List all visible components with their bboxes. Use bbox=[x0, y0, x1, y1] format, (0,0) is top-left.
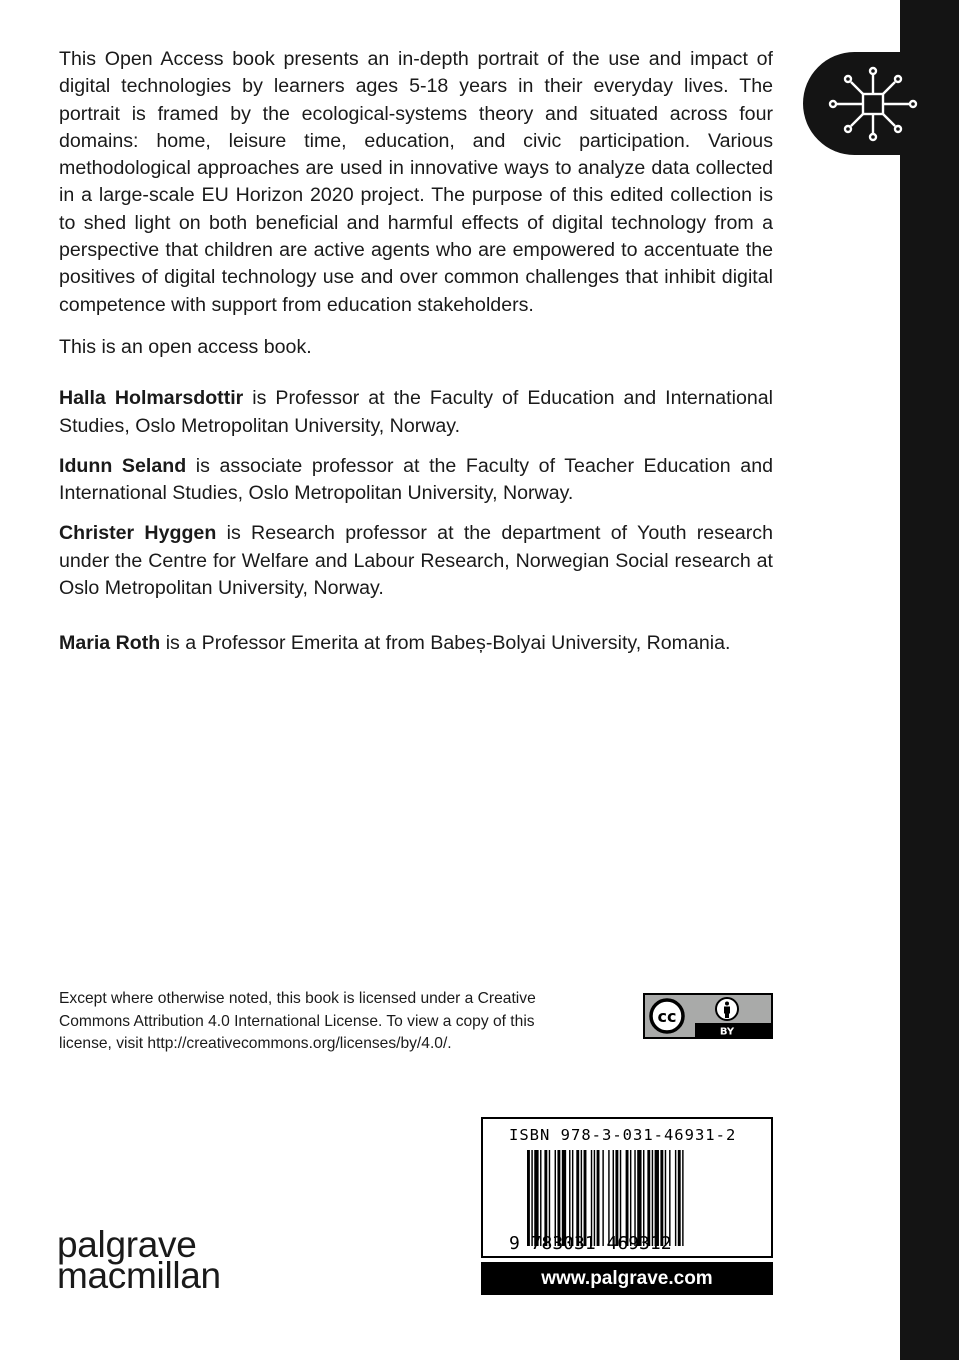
barcode-bar bbox=[655, 1150, 659, 1246]
barcode-bar bbox=[540, 1150, 541, 1246]
barcode-bar bbox=[555, 1150, 556, 1246]
barcode-bar bbox=[675, 1150, 676, 1246]
barcode-bar bbox=[626, 1150, 629, 1246]
barcode-bar bbox=[569, 1150, 570, 1246]
barcode-bar bbox=[562, 1150, 566, 1246]
author-bio bbox=[59, 520, 773, 602]
barcode-bar bbox=[584, 1150, 587, 1246]
barcode-bar bbox=[608, 1150, 609, 1246]
barcode-bar bbox=[630, 1150, 631, 1246]
publisher-name-line2: macmillan bbox=[57, 1255, 221, 1296]
palgrave-network-logo-icon bbox=[821, 66, 925, 142]
license-statement: Except where otherwise noted, this book is licensed under a Creative Commons Attribution 4.0 International License. To view a copy of this license, visit http://creativecommons.org/licenses/by/4.0/. bbox=[59, 990, 536, 1052]
barcode-bar bbox=[660, 1150, 663, 1246]
author-bio bbox=[59, 453, 773, 508]
barcode-bar bbox=[527, 1150, 530, 1246]
barcode-bar bbox=[634, 1150, 635, 1246]
publisher-website: www.palgrave.com bbox=[481, 1262, 773, 1295]
barcode-bar bbox=[581, 1150, 582, 1246]
barcode-bar bbox=[613, 1150, 614, 1246]
ean-digits: 9 783031 469312 bbox=[509, 1233, 672, 1254]
cc-by-icon bbox=[645, 995, 771, 1037]
author-bio-text: is Research professor at the department of Youth research under the Centre for Welfare and Labour Research, Norwegian Social research at Oslo Metropolitan University, Norway. bbox=[59, 522, 773, 600]
barcode-bar bbox=[637, 1150, 641, 1246]
author-bio-text: is associate professor at the Faculty of Teacher Education and International Studies, Oslo Metropolitan University, Norway. bbox=[59, 454, 773, 505]
open-access-note: This is an open access book. bbox=[59, 336, 312, 358]
barcode-bar bbox=[615, 1150, 618, 1246]
barcode-bar bbox=[665, 1150, 666, 1246]
barcode-bar bbox=[620, 1150, 621, 1246]
author-name: Maria Roth bbox=[59, 632, 161, 655]
barcode-bar bbox=[591, 1150, 592, 1246]
author-name: Idunn Seland bbox=[59, 454, 187, 477]
cc-label: cc bbox=[657, 1007, 677, 1026]
isbn-number: ISBN 978-3-031-46931-2 bbox=[509, 1126, 737, 1144]
barcode-bar bbox=[557, 1150, 560, 1246]
barcode-bar bbox=[549, 1150, 550, 1246]
book-abstract: This Open Access book presents an in-depth portrait of the use and impact of digital technologies by learners ages 5-18 years in their everyday lives. The portrait is framed by the ecological-systems theory and situated across four domains: home, leisure time, education, and civic participation. Various methodological approaches are used in innovative ways to analyze data collected in a large-scale EU Horizon 2020 project. The purpose of this edited collection is to shed light on both beneficial and harmful effects of digital technology from a perspective that children are active agents who are empowered to accentuate the positives of digital technology use and over common challenges that inhibit digital competence with support from education stakeholders. bbox=[59, 48, 773, 316]
barcode-bar bbox=[678, 1150, 681, 1246]
barcode-bar bbox=[643, 1150, 644, 1246]
barcode-bar bbox=[602, 1150, 603, 1246]
publisher-logo bbox=[57, 1224, 221, 1296]
barcode-bar bbox=[669, 1150, 670, 1246]
barcode-bar bbox=[682, 1150, 683, 1246]
barcode-bar bbox=[572, 1150, 573, 1246]
barcode-bar bbox=[544, 1150, 547, 1246]
author-name: Christer Hyggen bbox=[59, 522, 217, 545]
isbn-barcode bbox=[481, 1117, 773, 1258]
author-bio-text: is Professor at the Faculty of Education and International Studies, Oslo Metropolitan University, Norway. bbox=[59, 387, 773, 437]
by-label: BY bbox=[719, 1026, 735, 1037]
barcode-bar bbox=[597, 1150, 600, 1246]
author-bio bbox=[59, 385, 773, 440]
author-bio-text: is a Professor Emerita at from Babeș-Bolyai University, Romania. bbox=[160, 632, 731, 655]
barcode-bars bbox=[527, 1150, 727, 1246]
back-cover-text bbox=[59, 46, 773, 658]
barcode-bar bbox=[534, 1150, 538, 1246]
barcode-bar bbox=[594, 1150, 595, 1246]
barcode-bar bbox=[652, 1150, 653, 1246]
creative-commons-by-badge bbox=[643, 993, 773, 1039]
book-spine bbox=[900, 0, 959, 1360]
barcode-bar bbox=[647, 1150, 650, 1246]
barcode-bar bbox=[531, 1150, 532, 1246]
author-name: Halla Holmarsdottir bbox=[59, 387, 244, 410]
barcode-bar bbox=[576, 1150, 579, 1246]
author-bio bbox=[59, 630, 773, 657]
palgrave-logo-tab bbox=[803, 52, 959, 155]
publisher-name-line1: palgrave bbox=[57, 1224, 197, 1265]
